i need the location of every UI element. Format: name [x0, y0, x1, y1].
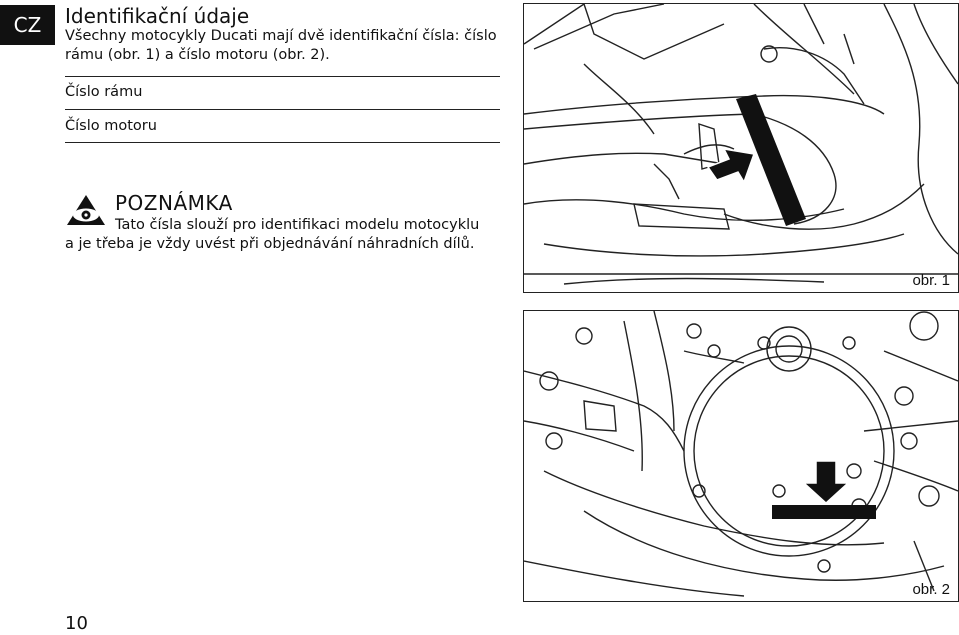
- frame-arrow-icon: [708, 149, 754, 182]
- figure-1-caption: obr. 1: [912, 272, 950, 289]
- frame-number-label: Číslo rámu: [65, 84, 143, 100]
- divider-top: [65, 76, 500, 77]
- intro-paragraph: [65, 27, 505, 65]
- note-text-line-1: Tato čísla slouží pro identifikaci modelu motocyklu: [115, 217, 480, 233]
- figure-2-caption: obr. 2: [912, 581, 950, 598]
- engine-illustration: [524, 311, 958, 601]
- engine-arrow-icon: [804, 461, 848, 503]
- engine-number-line: [65, 142, 500, 143]
- frame-number-line: [65, 109, 500, 110]
- engine-number-bar: [772, 505, 876, 519]
- figure-2: [523, 310, 959, 602]
- intro-line-1: Všechny motocykly Ducati mají dvě identifikační čísla: číslo: [65, 28, 497, 44]
- note-text-line-2: a je třeba je vždy uvést při objednávání náhradních dílů.: [65, 236, 475, 252]
- page-title: Identifikační údaje: [65, 4, 250, 28]
- engine-number-label: Číslo motoru: [65, 118, 157, 134]
- note-heading: POZNÁMKA: [115, 191, 233, 215]
- language-tab: CZ: [0, 5, 55, 45]
- figure-1: [523, 3, 959, 293]
- page-number: 10: [65, 613, 88, 634]
- eye-icon: [65, 193, 107, 227]
- intro-line-2: rámu (obr. 1) a číslo motoru (obr. 2).: [65, 47, 330, 63]
- frame-illustration: [524, 4, 958, 292]
